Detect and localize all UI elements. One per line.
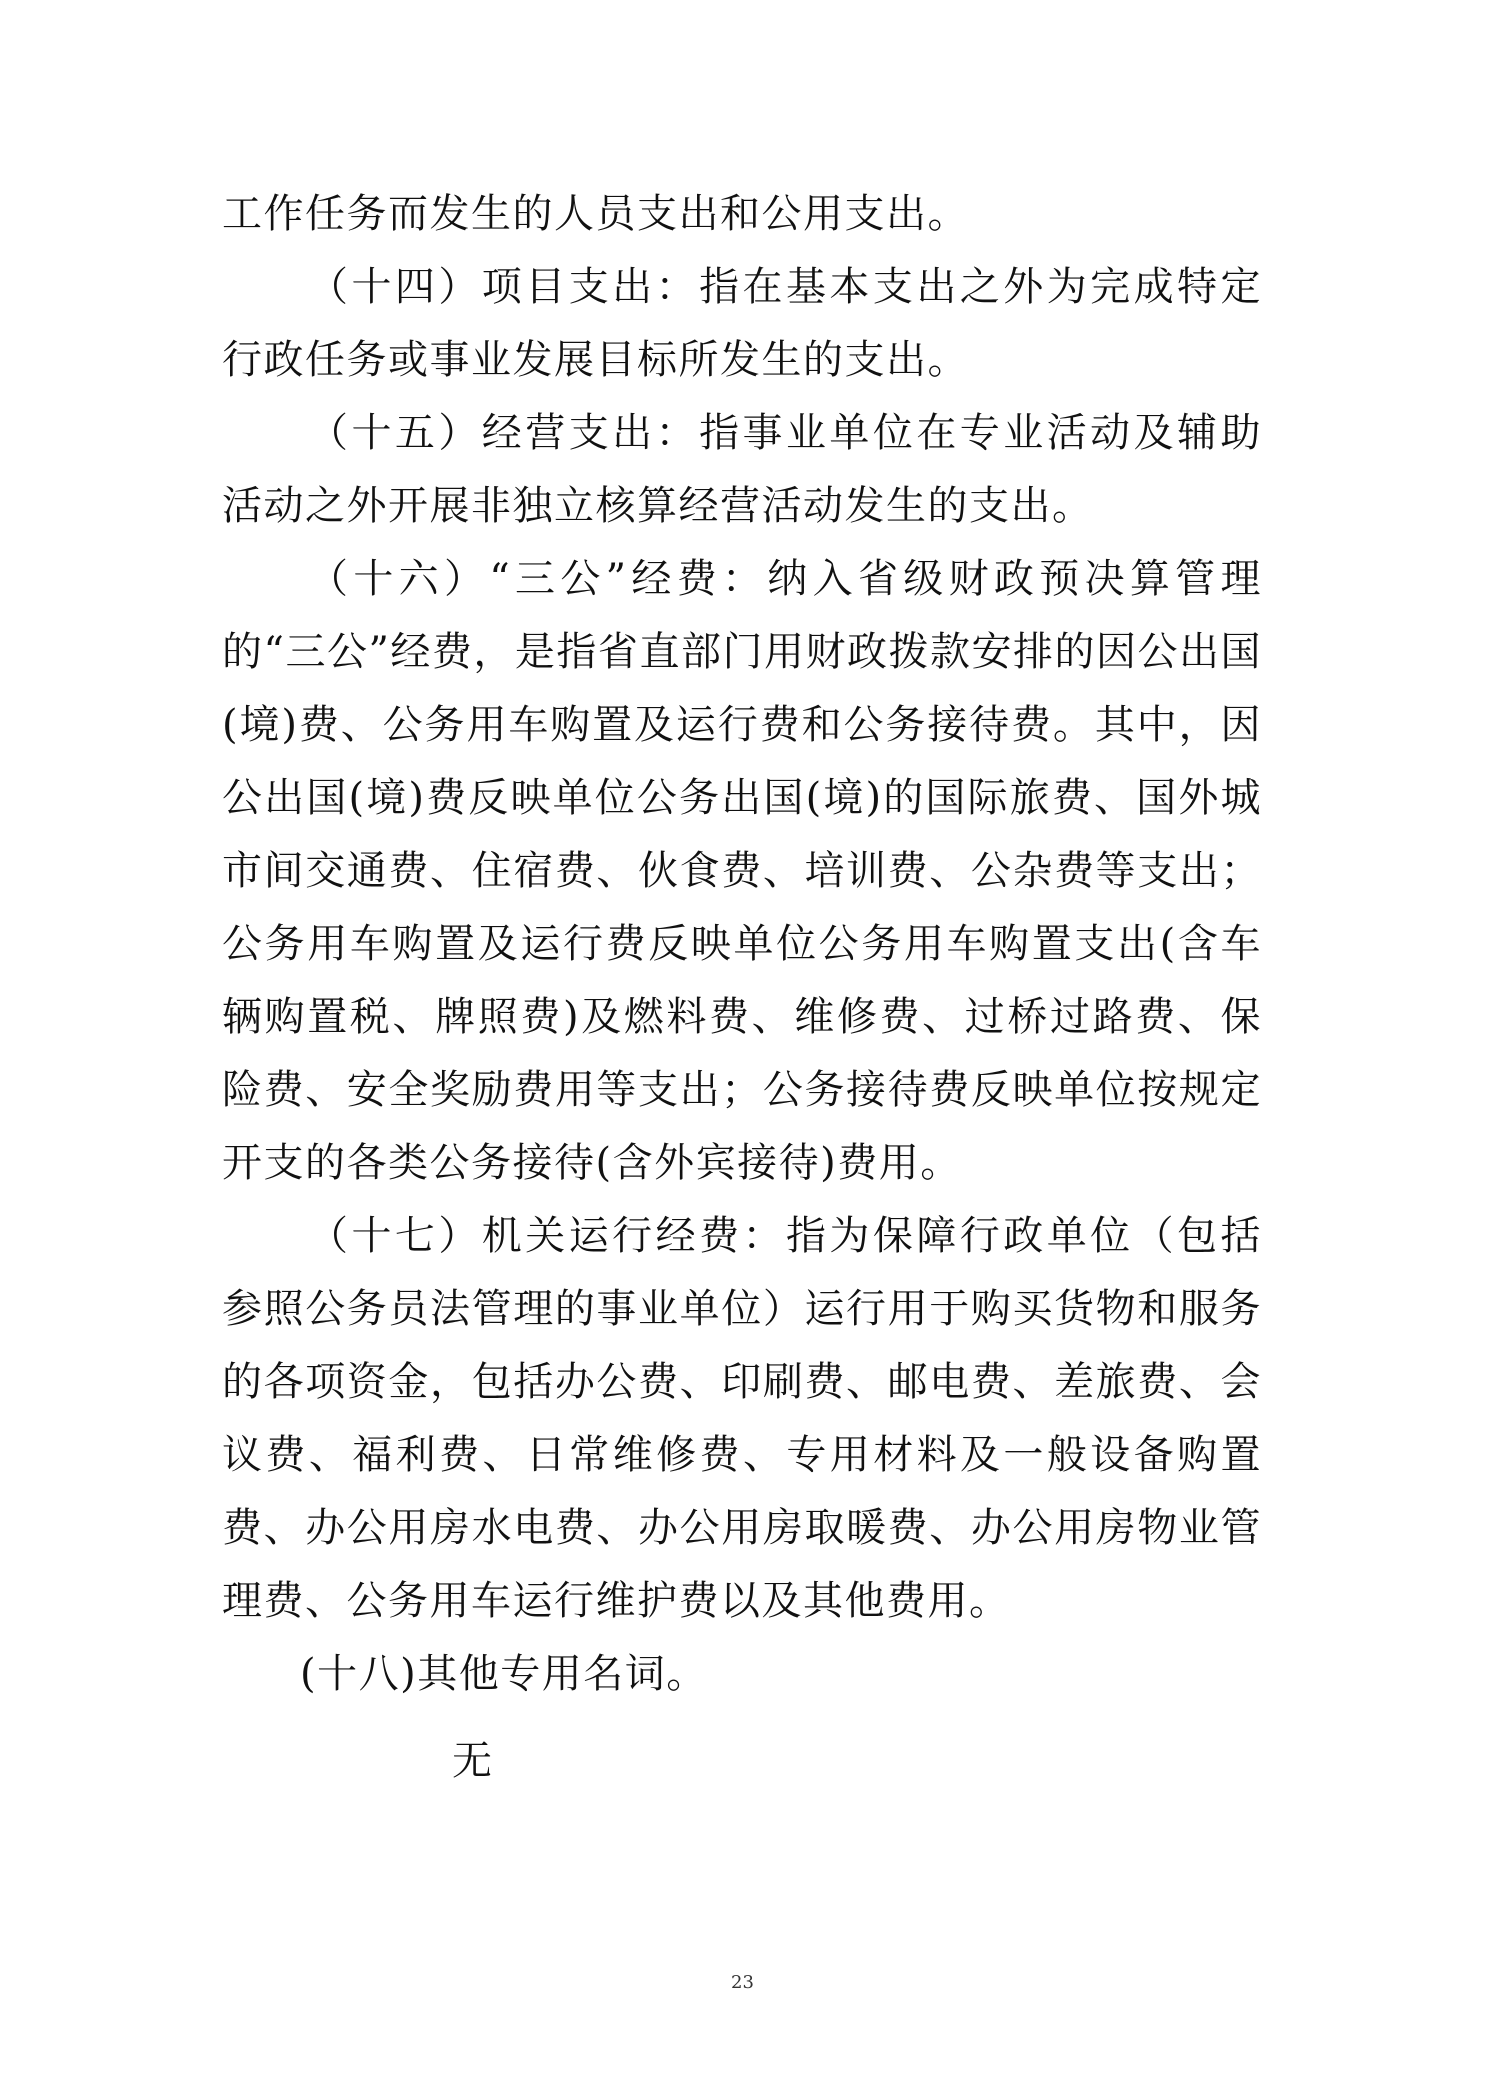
- other-terms-answer: 无: [452, 1738, 492, 1784]
- paragraph-expenditure-continuation: 工作任务而发生的人员支出和公用支出。: [222, 191, 969, 237]
- paragraph-operating-expenditure: （十五）经营支出：指事业单位在专业活动及辅助活动之外开展非独立核算经营活动发生的支出。: [222, 410, 1262, 529]
- document-body: [222, 178, 1262, 1798]
- paragraph-agency-operating-expenses: （十七）机关运行经费：指为保障行政单位（包括参照公务员法管理的事业单位）运行用于购买货物和服务的各项资金，包括办公费、印刷费、邮电费、差旅费、会议费、福利费、日常维修费、专用材料及一般设备购置费、办公用房水电费、办公用房取暖费、办公用房物业管理费、公务用车运行维护费以及其他费用。: [222, 1213, 1262, 1624]
- paragraph-other-terms: (十八)其他专用名词。: [300, 1651, 708, 1697]
- page-number: 23: [731, 1972, 754, 1993]
- paragraph-three-public-expenses: （十六）“三公”经费：纳入省级财政预决算管理的“三公”经费，是指省直部门用财政拨款安排的因公出国(境)费、公务用车购置及运行费和公务接待费。其中，因公出国(境)费反映单位公务出国(境)的国际旅费、国外城市间交通费、住宿费、伙食费、培训费、公杂费等支出；公务用车购置及运行费反映单位公务用车购置支出(含车辆购置税、牌照费)及燃料费、维修费、过桥过路费、保险费、安全奖励费用等支出；公务接待费反映单位按规定开支的各类公务接待(含外宾接待)费用。: [222, 556, 1262, 1186]
- paragraph-project-expenditure: （十四）项目支出：指在基本支出之外为完成特定行政任务或事业发展目标所发生的支出。: [222, 264, 1262, 383]
